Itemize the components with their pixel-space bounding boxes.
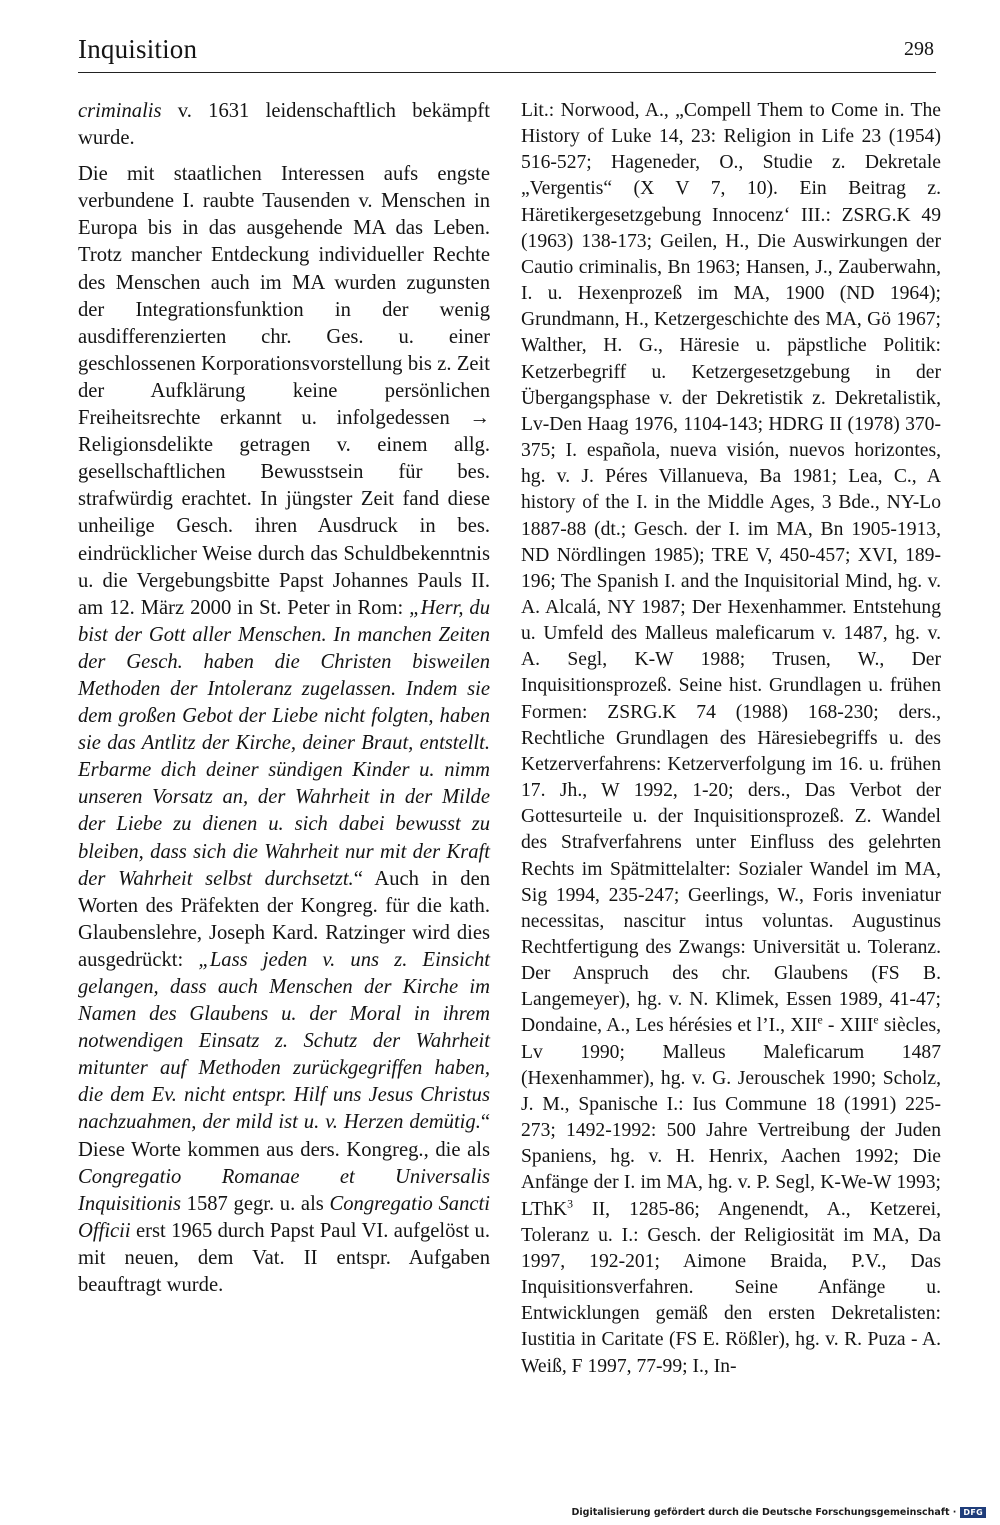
italic-term: Congregatio Sancti Officii: [78, 1192, 490, 1242]
quotation-ratzinger: „Lass jeden v. uns z. Einsicht gelangen, dass auch Menschen der Kirche im Namen des Glaubens u. der Moral in ihrem notwendigen Einsatz z. Schutz der Wahrheit mitunter auf Methoden zurückgegriffen haben, die dem Ev. nicht entspr. Hilf uns Jesus Christus nachzuahmen, der mild ist u. v. Herzen demütig.: [78, 948, 490, 1134]
footer-text: Digitalisierung gefördert durch die Deutsche Forschungsgemeinschaft ·: [571, 1507, 957, 1518]
superscript: e: [873, 1013, 879, 1027]
italic-term: Congregatio Romanae et Universalis Inquisitionis: [78, 1165, 490, 1215]
paragraph-text: “ Diese Worte kommen aus ders. Kongreg., die als: [78, 1111, 490, 1161]
paragraph-main: [78, 161, 490, 1299]
bibliography-part: Lit.: Norwood, A., „Compell Them to Come in. The History of Luke 14, 23: Religion in Life 23 (1954) 516-527; Hageneder, O., Studie z. Dekretale „Vergentis“ (X V 7, 10). Ein Beitrag z. Häretikergesetzgebung Innocenz‘ III.: ZSRG.K 49 (1963) 138-173; Geilen, H., Die Auswirkungen der Cautio criminalis, Bn 1963; Hansen, J., Zauberwahn, I. u. Hexenprozeß im MA, 1900 (ND 1964); Grundmann, H., Ketzergeschichte des MA, Gö 1967; Walther, H. G., Häresie u. päpstliche Politik: Ketzerbegriff u. Ketzergesetzgebung in der Übergangsphase v. der Dekretistik z. Dekretalistik, Lv-Den Haag 1976, 1104-143; HDRG II (1978) 370-375; I. española, nueva visión, nuevos horizontes, hg. v. J. Péres Villanueva, Ba 1981; Lea, C., A history of the I. in the Middle Ages, 3 Bde., NY-Lo 1887-88 (dt.; Gesch. der I. im MA, Bn 1905-1913, ND Nördlingen 1985); TRE V, 450-457; XVI, 189-196; The Spanish I. and the Inquisitorial Mind, hg. v. A. Alcalá, NY 1987; Der Hexenhammer. Entstehung u. Umfeld des Malleus maleficarum v. 1487, hg. v. A. Segl, K-W 1988; Trusen, W., Der Inquisitionsprozeß. Seine hist. Grundlagen u. frühen Formen: ZSRG.K 74 (1988) 168-230; ders., Rechtliche Grundlagen des Häresiebegriffs u. des Ketzerverfahrens: Ketzerverfolgung im 16. u. frühen 17. Jh., W 1992, 1-20; ders., Das Verbot der Gottesurteile u. der Inquisitionsprozeß. Z. Wandel des Strafverfahrens unter Einfluss des gelehrten Rechts im Spätmittelalter: Sozialer Wandel im MA, Sig 1994, 235-247; Geerlings, W., Foris inveniatur necessitas, nascitur intus voluntas. Augustinus Rechtfertigung des Zwangs: Universität u. Toleranz. Der Anspruch des chr. Glaubens (FS B. Langemeyer), hg. v. N. Klimek, Essen 1989, 41-47; Dondaine, A., Les hérésies et l’I., XII: [521, 100, 941, 1037]
running-header: [78, 32, 936, 73]
page-number: 298: [904, 38, 934, 60]
paragraph-text: erst 1965 durch Papst Paul VI. aufgelöst u. mit neuen, dem Vat. II entspr. Aufgaben beauftragt wurde.: [78, 1219, 490, 1297]
dfg-logo: DFG: [960, 1507, 986, 1518]
superscript: 3: [567, 1197, 573, 1211]
quotation-pope: „Herr, du bist der Gott aller Menschen. In manchen Zeiten der Gesch. haben die Christen bisweilen Methoden der Intoleranz zugelassen. Indem sie dem großen Gebot der Liebe nicht folgten, haben sie das Antlitz der Kirche, deiner Braut, entstellt. Erbarme dich deiner sündigen Kinder u. nimm unseren Vorsatz an, der Wahrheit in der Milde der Liebe zu dienen u. sich dabei bewusst zu bleiben, dass sich die Wahrheit nur mit der Kraft der Wahrheit selbst durchsetzt.: [78, 596, 490, 890]
superscript: e: [817, 1013, 823, 1027]
page-title: Inquisition: [78, 34, 198, 64]
left-column: [78, 98, 490, 1299]
paragraph-continuation: [78, 98, 490, 152]
italic-term: criminalis: [78, 100, 162, 122]
bibliography-column: [521, 98, 941, 1380]
paragraph-text: v. 1631 leidenschaftlich bekämpft wurde.: [78, 100, 490, 150]
paragraph-text: “ Auch in den Worten des Präfekten der Kongreg. für die kath. Glaubenslehre, Joseph Kard. Ratzinger wird dies ausgedrückt:: [78, 867, 491, 971]
paragraph-text: Die mit staatlichen Interessen aufs engste verbundene I. raubte Tausenden v. Menschen in Europa bis in das ausgehende MA das Leben. Trotz mancher Entdeckung individueller Rechte des Menschen auch im MA wurden zugunsten der Integrationsfunktion in der wenig ausdifferenzierten chr. Ges. u. einer geschlossenen Korporationsvorstellung bis z. Zeit der Aufklärung keine persönlichen Freiheitsrechte erkannt u. infolgedessen: [78, 163, 490, 430]
bibliography-text: [521, 98, 941, 1380]
digitization-footer: [572, 1507, 986, 1518]
paragraph-text: 1587 gegr. u. als: [180, 1192, 330, 1215]
cross-reference-arrow: →: [469, 407, 490, 430]
bibliography-part: II, 1285-86; Angenendt, A., Ketzerei, Toleranz u. I.: Gesch. der Religiosität im MA, Da 1997, 192-201; Aimone Braida, P.V., Das Inquisitionsverfahren. Seine Anfänge u. Entwicklungen gemäß den ersten Dekretalisten: Iustitia in Caritate (FS E. Rößler), hg. v. R. Puza - A. Weiß, F 1997, 77-99; I., In-: [521, 1198, 941, 1377]
paragraph-text: Religionsdelikte getragen v. einem allg. gesellschaftlichen Bewusstsein für bes. strafwürdig erachtet. In jüngster Zeit fand diese unheilige Gesch. ihren Ausdruck in bes. eindrücklicher Weise durch das Schuldbekenntnis u. die Vergebungsbitte Papst Johannes Pauls II. am 12. März 2000 in St. Peter in Rom:: [78, 434, 490, 619]
bibliography-part: siècles, Lv 1990; Malleus Maleficarum 1487 (Hexenhammer), hg. v. G. Jerouschek 1990; Scholz, J. M., Spanische I.: Ius Commune 18 (1991) 225-273; 1492-1992: 500 Jahre Vertreibung der Juden Spaniens, hg. v. H. Henrix, Aachen 1992; Die Anfänge der I. im MA, hg. v. P. Segl, K-We-W 1993; LThK: [521, 1015, 942, 1220]
bibliography-part: - XIII: [822, 1015, 874, 1037]
